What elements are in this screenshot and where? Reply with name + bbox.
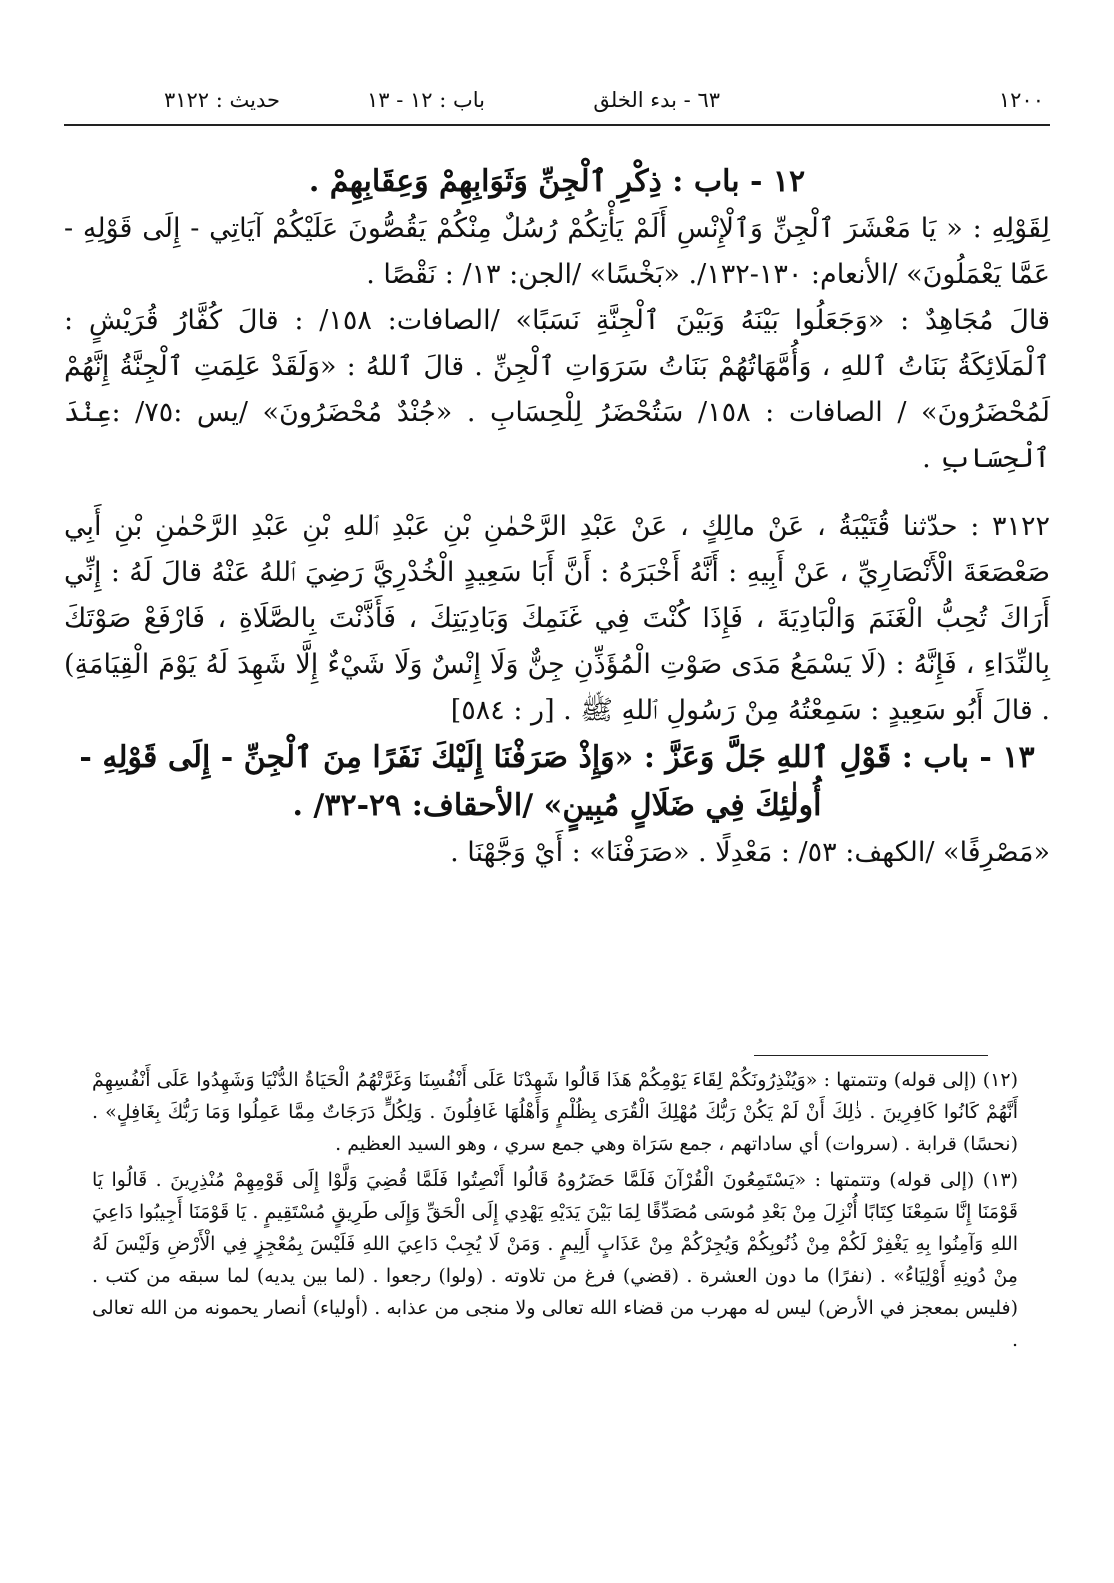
- hadith-number: حديث : ٣١٢٢: [163, 88, 280, 112]
- hadith-3122: ٣١٢٢ : حدّثنا قُتَيْبَةُ ، عَنْ مالِكٍ ، عَنْ عَبْدِ الرَّحْمٰنِ بْنِ عَبْدِ ٱللهِ بْنِ عَبْدِ الرَّحْمٰنِ بْنِ أَبِي صَعْصَعَةَ الْأَنْصَارِيِّ ، عَنْ أَبِيهِ : أَنَّهُ أَخْبَرَهُ : أَنَّ أَبَا سَعِيدٍ الْخُدْرِيَّ رَضِيَ ٱللهُ عَنْهُ قالَ لَهُ : إِنِّي أَرَاكَ تُحِبُّ الْغَنَمَ وَالْبَادِيَةَ ، فَإِذَا كُنْتَ فِي غَنَمِكَ وَبَادِيَتِكَ ، فَأَذَّنْتَ بِالصَّلَاةِ ، فَارْفَعْ صَوْتَكَ بِالنِّدَاءِ ، فَإِنَّهُ : (لَا يَسْمَعُ مَدَى صَوْتِ الْمُؤَذِّنِ جِنٌّ وَلَا إِنْسٌ وَلَا شَيْءٌ إِلَّا شَهِدَ لَهُ يَوْمَ الْقِيَامَةِ) . قالَ أَبُو سَعِيدٍ : سَمِعْتُهُ مِنْ رَسُولِ ٱللهِ ﷺ . [ر : ٥٨٤]: [64, 511, 1050, 726]
- footnote-separator: [754, 1055, 988, 1056]
- chapter-range: باب : ١٢ - ١٣: [366, 88, 485, 112]
- main-text: [64, 158, 1050, 876]
- chapter-13-title-line1: ١٣ - باب : قَوْلِ ٱللهِ جَلَّ وَعَزَّ : «وَإِذْ صَرَفْنَا إِلَيْكَ نَفَرًا مِنَ ٱلْجِنِّ - إِلَى قَوْلِهِ -: [79, 740, 1035, 775]
- page-header: [64, 84, 1050, 126]
- page-number: ١٢٠٠: [998, 88, 1044, 112]
- footnote-13: (١٣) (إلى قوله) وتتمتها : «يَسْتَمِعُونَ الْقُرْآنَ فَلَمَّا حَضَرُوهُ قَالُوا أَنْصِتُوا فَلَمَّا قُضِيَ وَلَّوْا إِلَى قَوْمِهِمْ مُنْذِرِينَ . قَالُوا يَا قَوْمَنَا إِنَّا سَمِعْنَا كِتَابًا أُنْزِلَ مِنْ بَعْدِ مُوسَى مُصَدِّقًا لِمَا بَيْنَ يَدَيْهِ يَهْدِي إِلَى الْحَقِّ وَإِلَى طَرِيقٍ مُسْتَقِيمٍ . يَا قَوْمَنَا أَجِيبُوا دَاعِيَ اللهِ وَآمِنُوا بِهِ يَغْفِرْ لَكُمْ مِنْ ذُنُوبِكُمْ وَيُجِرْكُمْ مِنْ عَذَابٍ أَلِيمٍ . وَمَنْ لَا يُجِبْ دَاعِيَ اللهِ فَلَيْسَ بِمُعْجِزٍ فِي الْأَرْضِ وَلَيْسَ لَهُ مِنْ دُونِهِ أَوْلِيَاءُ» . (نفرًا) ما دون العشرة . (قضي) فرغ من تلاوته . (ولوا) رجعوا . (لما بين يديه) لما سبقه من كتب . (فليس بمعجز في الأرض) ليس له مهرب من قضاء الله تعالى ولا منجى من عذابه . (أولياء) أنصار يحمونه من الله تعالى .: [92, 1169, 1018, 1351]
- footnotes: [92, 1064, 1018, 1360]
- chapter-12-title: ١٢ - باب : ذِكْرِ ٱلْجِنِّ وَثَوَابِهِمْ وَعِقَابِهِمْ .: [308, 164, 806, 199]
- chapter-13-gloss: «مَصْرِفًا» /الكهف: ٥٣/ : مَعْدِلًا . «صَرَفْنَا» : أَيْ وَجَّهْنَا .: [450, 837, 1050, 868]
- chapter-12-verse: لِقَوْلِهِ : « يَا مَعْشَرَ ٱلْجِنِّ وَٱلْإِنْسِ أَلَمْ يَأْتِكُمْ رُسُلٌ مِنْكُمْ يَقُصُّونَ عَلَيْكُمْ آيَاتِي - إِلَى قَوْلِهِ - عَمَّا يَعْمَلُونَ» /الأنعام: ١٣٠-١٣٢/. «بَخْسًا» /الجن: ١٣/ : نَقْصًا .: [64, 213, 1050, 290]
- footnote-12: (١٢) (إلى قوله) وتتمتها : «وَيُنْذِرُونَكُمْ لِقَاءَ يَوْمِكُمْ هَذَا قَالُوا شَهِدْنَا عَلَى أَنْفُسِنَا وَغَرَّتْهُمُ الْحَيَاةُ الدُّنْيَا وَشَهِدُوا عَلَى أَنْفُسِهِمْ أَنَّهُمْ كَانُوا كَافِرِينَ . ذٰلِكَ أَنْ لَمْ يَكُنْ رَبُّكَ مُهْلِكَ الْقُرَى بِظُلْمٍ وَأَهْلُهَا غَافِلُونَ . وَلِكُلٍّ دَرَجَاتٌ مِمَّا عَمِلُوا وَمَا رَبُّكَ بِغَافِلٍ» . (نحسًا) قرابة . (سروات) أي ساداتهم ، جمع سَرَاة وهي جمع سري ، وهو السيد العظيم .: [92, 1069, 1018, 1155]
- chapter-12-commentary: قالَ مُجَاهِدٌ : «وَجَعَلُوا بَيْنَهُ وَبَيْنَ ٱلْجِنَّةِ نَسَبًا» /الصافات: ١٥٨/ : قالَ كُفَّارُ قُرَيْشٍ : ٱلْمَلَائِكَةُ بَنَاتُ ٱللهِ ، وَأُمَّهَاتُهُمْ بَنَاتُ سَرَوَاتِ ٱلْجِنِّ . قالَ ٱللهُ : «وَلَقَدْ عَلِمَتِ ٱلْجِنَّةُ إِنَّهُمْ لَمُحْضَرُونَ» / الصافات : ١٥٨/ سَتُحْضَرُ لِلْحِسَابِ . «جُنْدٌ مُحْضَرُونَ» /يس :٧٥/ :عِنْدَ ٱلْحِسَابِ .: [64, 305, 1050, 474]
- chapter-13-title-line2: أُولٰئِكَ فِي ضَلَالٍ مُبِينٍ» /الأحقاف: ٢٩-٣٢/ .: [292, 788, 822, 823]
- book-title: ٦٣ - بدء الخلق: [593, 88, 720, 112]
